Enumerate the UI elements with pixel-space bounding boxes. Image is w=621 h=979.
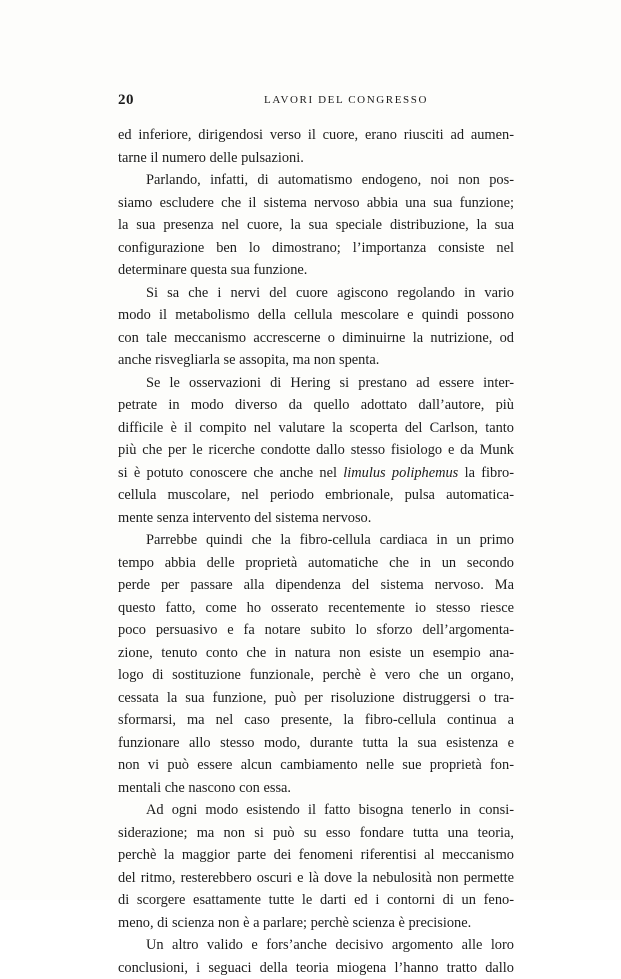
- text-line: perde per passare alla dipendenza del sistema nervoso. Ma: [118, 574, 514, 597]
- italic-species-name: limulus poliphemus: [343, 465, 458, 481]
- text-line: Ad ogni modo esistendo il fatto bisogna tenerlo in consi-: [118, 799, 514, 822]
- text-line-with-italic: [118, 462, 514, 485]
- text-line: tempo abbia delle proprietà automatiche che in un secondo: [118, 552, 514, 575]
- text-line: ed inferiore, dirigendosi verso il cuore, erano riusciti ad aumen-: [118, 124, 514, 147]
- text-line: di scorgere esattamente tutte le darti ed i contorni di un feno-: [118, 889, 514, 912]
- text-line: Parlando, infatti, di automatismo endogeno, noi non pos-: [118, 169, 514, 192]
- text-line: configurazione ben lo dimostrano; l’importanza consiste nel: [118, 237, 514, 260]
- text-line: logo di sostituzione funzionale, perchè è vero che un organo,: [118, 664, 514, 687]
- text-line: anche risvegliarla se assopita, ma non spenta.: [118, 349, 514, 372]
- text-line: siamo escludere che il sistema nervoso abbia una sua funzione;: [118, 192, 514, 215]
- text-line: tarne il numero delle pulsazioni.: [118, 147, 514, 170]
- text-line: siderazione; ma non si può su esso fondare tutta una teoria,: [118, 822, 514, 845]
- running-head: LAVORI DEL CONGRESSO: [264, 94, 428, 106]
- text-line: poco persuasivo e fa notare subito lo sforzo dell’argomenta-: [118, 619, 514, 642]
- text-line: determinare questa sua funzione.: [118, 259, 514, 282]
- text-line: Se le osservazioni di Hering si prestano ad essere inter-: [118, 372, 514, 395]
- text-line: Si sa che i nervi del cuore agiscono regolando in vario: [118, 282, 514, 305]
- text-line: modo il metabolismo della cellula mescolare e quindi possono: [118, 304, 514, 327]
- text-line: mente senza intervento del sistema nervoso.: [118, 507, 514, 530]
- text-line: non vi può essere alcun cambiamento nelle sue proprietà fon-: [118, 754, 514, 777]
- text-line: con tale meccanismo accrescerne o diminuirne la nutrizione, od: [118, 327, 514, 350]
- text-line: funzionare allo stesso modo, durante tutta la sua esistenza e: [118, 732, 514, 755]
- text-line: questo fatto, come ho osserato recentemente io stesso riesce: [118, 597, 514, 620]
- text-fragment: si è potuto conoscere che anche nel: [118, 465, 343, 481]
- page-header: [118, 92, 512, 112]
- text-line: zione, tenuto conto che in natura non esiste un esempio ana-: [118, 642, 514, 665]
- text-line: petrate in modo diverso da quello adottato dall’autore, più: [118, 394, 514, 417]
- page-number: 20: [118, 92, 134, 109]
- text-line: cessata la sua funzione, può per risoluzione distruggersi o tra-: [118, 687, 514, 710]
- text-line: meno, di scienza non è a parlare; perchè scienza è precisione.: [118, 912, 514, 935]
- body-text: [118, 124, 514, 979]
- text-line: Parrebbe quindi che la fibro-cellula cardiaca in un primo: [118, 529, 514, 552]
- text-line: cellula muscolare, nel periodo embrionale, pulsa automatica-: [118, 484, 514, 507]
- text-line: perchè la maggior parte dei fenomeni riferentisi al meccanismo: [118, 844, 514, 867]
- text-line: sformarsi, ma nel caso presente, la fibro-cellula continua a: [118, 709, 514, 732]
- text-line: Un altro valido e fors’anche decisivo argomento alle loro: [118, 934, 514, 957]
- text-line: la sua presenza nel cuore, la sua speciale distribuzione, la sua: [118, 214, 514, 237]
- text-line: conclusioni, i seguaci della teoria miogena l’hanno tratto dallo: [118, 957, 514, 979]
- text-line: difficile è il compito nel valutare la scoperta del Carlson, tanto: [118, 417, 514, 440]
- text-fragment: la fibro-: [458, 465, 514, 481]
- text-line: mentali che nascono con essa.: [118, 777, 514, 800]
- text-line: più che per le ricerche condotte dallo stesso fisiologo e da Munk: [118, 439, 514, 462]
- text-line: del ritmo, resterebbero oscuri e là dove la nebulosità non permette: [118, 867, 514, 890]
